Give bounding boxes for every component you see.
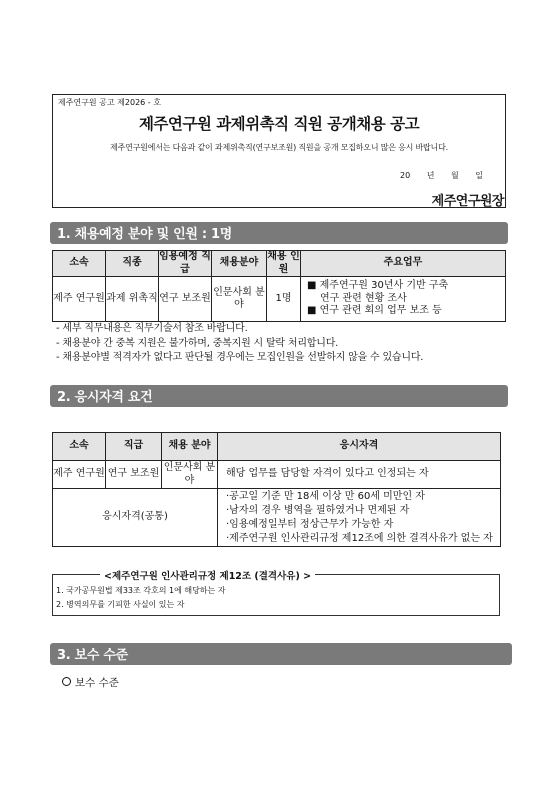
page-title: 제주연구원 과제위촉직 직원 공개채용 공고	[138, 115, 420, 133]
section1-header	[50, 222, 508, 244]
qual-cell-grade: 연구 보조원	[106, 461, 162, 489]
qual-cell-qualification: 해당 업무를 담당할 자격이 있다고 인정되는 자	[218, 461, 501, 489]
regulation-title: <제주연구원 인사관리규정 제12조 (결격사유) >	[100, 568, 315, 582]
regulation-item: 2. 병역의무를 기피한 사실이 있는 자	[56, 600, 185, 609]
note-item: - 세부 직무내용은 직무기술서 참조 바랍니다.	[56, 323, 248, 334]
salary-item	[62, 675, 119, 690]
duty-item: 연구 관련 현황 조사	[320, 292, 407, 304]
intro-text: 제주연구원에서는 다음과 같이 과제위촉직(연구보조원) 직원을 공개 모집하오니 많은 응시 바랍니다.	[110, 143, 448, 152]
announcement-date: 20 년 월 일	[400, 171, 483, 180]
section2-header	[50, 385, 508, 407]
cell-duties	[301, 277, 506, 322]
table-row	[53, 489, 501, 547]
col-dept: 소속	[53, 251, 106, 277]
cell-dept: 제주 연구원	[53, 277, 106, 322]
qualification-table	[52, 432, 501, 547]
common-qual-item: ·남자의 경우 병역을 필하였거나 면제된 자	[226, 504, 410, 516]
qual-col-dept: 소속	[53, 433, 106, 461]
cell-field: 인문사회 분야	[212, 277, 267, 322]
section1-title: 1. 채용예정 분야 및 인원 : 1명	[57, 227, 232, 242]
qual-cell-dept: 제주 연구원	[53, 461, 106, 489]
col-grade: 임용예정 직급	[159, 251, 211, 275]
col-field: 채용분야	[212, 251, 267, 277]
common-qual-item: ·임용예정일부터 정상근무가 가능한 자	[226, 518, 394, 530]
cell-job-type: 과제 위촉직	[106, 277, 159, 322]
col-duties: 주요업무	[301, 251, 506, 277]
section2-title: 2. 응시자격 요건	[57, 390, 153, 405]
recruitment-table	[52, 250, 506, 322]
section3-header	[50, 643, 512, 665]
common-qual-item: ·공고일 기준 만 18세 이상 만 60세 미만인 자	[226, 490, 425, 502]
qual-col-grade: 직급	[106, 433, 162, 461]
signer-name: 제주연구원장	[431, 194, 504, 209]
cell-count: 1명	[267, 277, 301, 322]
qual-header-row	[53, 433, 501, 461]
circle-bullet-icon	[62, 677, 71, 686]
regulation-list	[56, 584, 226, 612]
section3-title: 3. 보수 수준	[57, 648, 128, 663]
common-qual-label: 응시자격(공통)	[53, 489, 218, 547]
table-row	[53, 277, 506, 322]
cell-grade: 연구 보조원	[159, 277, 212, 322]
common-qual-item: ·제주연구원 인사관리규정 제12조에 의한 결격사유가 없는 자	[226, 532, 493, 544]
table-row	[53, 461, 501, 489]
note-item: - 채용분야 간 중복 지원은 불가하며, 중복지원 시 탈락 처리합니다.	[56, 337, 339, 349]
qual-col-qualification: 응시자격	[218, 433, 501, 461]
salary-item-label: 보수 수준	[75, 677, 119, 689]
table-header-row	[53, 251, 506, 277]
duty-item: ■ 제주연구원 30년사 기반 구축	[307, 280, 449, 292]
section1-notes	[56, 322, 423, 366]
regulation-item: 1. 국가공무원법 제33조 각호의 1에 해당하는 자	[56, 586, 226, 595]
note-item: - 채용분야별 적격자가 없다고 판단될 경우에는 모집인원을 선발하지 않을 수 있습니다.	[56, 352, 424, 363]
announcement-number: 제주연구원 공고 제2026 - 호	[58, 98, 161, 107]
qual-cell-field: 인문사회 분야	[162, 461, 218, 489]
qual-col-field: 채용 분야	[162, 433, 218, 461]
common-qual-list	[218, 489, 501, 547]
col-job-type: 직종	[106, 251, 159, 277]
col-count: 채용 인원	[267, 251, 300, 275]
duty-item: ■ 연구 관련 회의 업무 보조 등	[307, 305, 442, 317]
